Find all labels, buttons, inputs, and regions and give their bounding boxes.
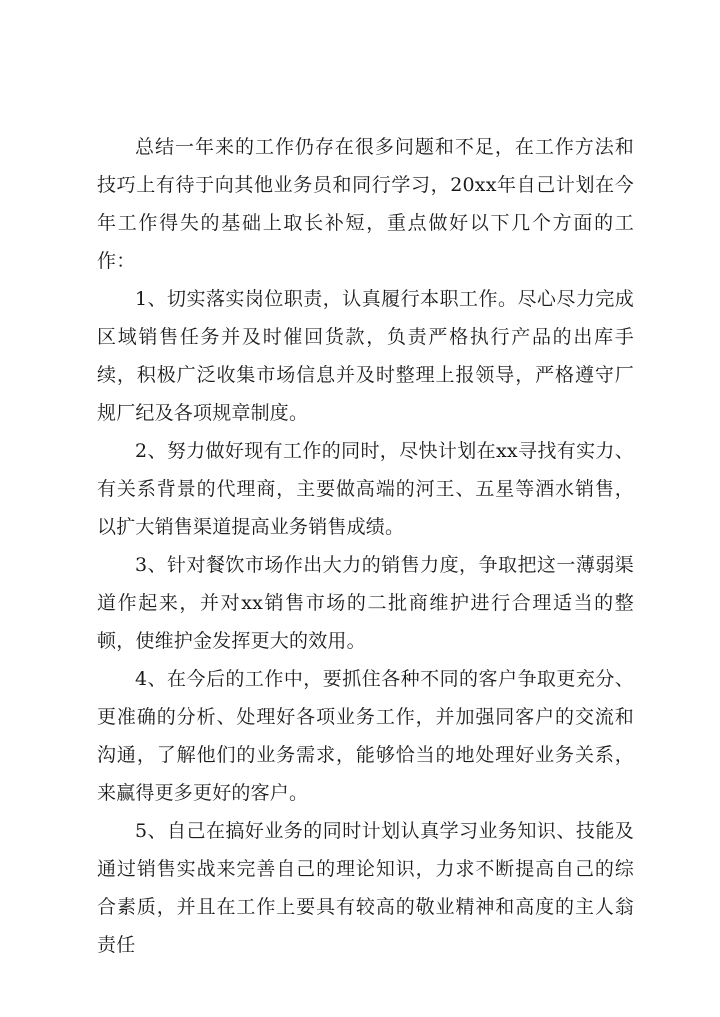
document-body [97,128,634,964]
paragraph-item-4: 4、在今后的工作中，要抓住各种不同的客户争取更充分、更准确的分析、处理好各项业务工作，并加强同客户的交流和沟通，了解他们的业务需求，能够恰当的地处理好业务关系，来赢得更多更好的客户。 [97,668,634,804]
paragraph-item-2: 2、努力做好现有工作的同时，尽快计划在xx寻找有实力、有关系背景的代理商，主要做高端的河王、五星等酒水销售，以扩大销售渠道提高业务销售成绩。 [97,440,634,538]
paragraph-item-1: 1、切实落实岗位职责，认真履行本职工作。尽心尽力完成区域销售任务并及时催回货款，负责严格执行产品的出库手续，积极广泛收集市场信息并及时整理上报领导，严格遵守厂规厂纪及各项规章制度。 [97,288,634,424]
paragraph-item-5: 5、自己在搞好业务的同时计划认真学习业务知识、技能及通过销售实战来完善自己的理论知识，力求不断提高自己的综合素质，并且在工作上要具有较高的敬业精神和高度的主人翁责任 [97,820,634,956]
paragraph-intro: 总结一年来的工作仍存在很多问题和不足，在工作方法和技巧上有待于向其他业务员和同行学习，20xx年自己计划在今年工作得失的基础上取长补短，重点做好以下几个方面的工作： [97,136,634,272]
paragraph-item-3: 3、针对餐饮市场作出大力的销售力度，争取把这一薄弱渠道作起来，并对xx销售市场的二批商维护进行合理适当的整顿，使维护金发挥更大的效用。 [97,554,634,652]
